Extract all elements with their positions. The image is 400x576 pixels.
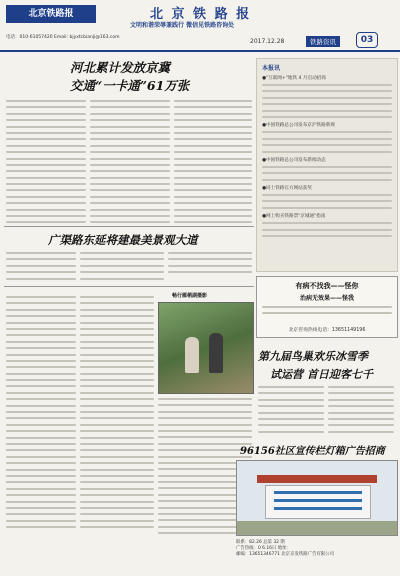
- news-sidebar: [256, 58, 398, 272]
- sidebar-item: ●中国铁路总公司发布京沪铁路新规: [262, 123, 335, 129]
- sidebar-item: ●同上铁路官方网站获奖: [262, 186, 312, 192]
- article3-column-1: [6, 296, 76, 532]
- photo-caption: 畅行雁栖湖摄影: [172, 293, 208, 299]
- article2-column-2: [80, 252, 164, 284]
- issue-date: 2017.12.28: [250, 38, 285, 45]
- billboard-roof: [257, 475, 377, 483]
- section-tag: 铁路资讯: [306, 36, 340, 47]
- billboard-photo: [236, 460, 398, 536]
- article2-column-1: [6, 252, 76, 284]
- divider: [4, 226, 254, 227]
- footer-line: 广告热线：0 6.16日 地址：: [236, 546, 291, 551]
- right-headline-line1: 第九届鸟巢欢乐冰雪季: [258, 350, 368, 363]
- paper-name: 北 京 铁 路 报: [150, 7, 252, 22]
- sidebar-item: ●中国铁路总公司发布新闻动态: [262, 157, 326, 163]
- footer-line: 联系：82.26 总第 32 期: [236, 540, 285, 545]
- ad-subtitle: 治病无效果——怪我: [299, 295, 354, 302]
- newspaper-logo: 北京铁路报: [6, 5, 96, 23]
- sidebar-title: 本报讯: [262, 65, 281, 72]
- ad-headline: 96156社区宣传栏灯箱广告招商: [240, 446, 385, 457]
- article2-column-3: [168, 252, 252, 278]
- person-figure: [185, 337, 199, 373]
- main-headline-line2: 交通“一卡通”61万张: [70, 78, 190, 93]
- page-number: 03: [356, 32, 378, 48]
- slogan: 文明和谐荣辱兼践行 微信见铁路咨询处: [130, 22, 235, 29]
- main-headline-line1: 河北累计发放京冀: [70, 60, 171, 75]
- article-column-3: [174, 100, 252, 228]
- right-headline-line2: 试运营 首日迎客七千: [270, 368, 373, 381]
- contact-info: 电话：010-61057420 Email: bjyxtcbianji@163.com: [6, 35, 120, 40]
- advertisement-box: [256, 276, 398, 338]
- divider: [4, 286, 254, 287]
- sidebar-item: ●"互联网+"地铁 4 月启动招商: [262, 76, 326, 81]
- billboard-panel: [265, 485, 371, 519]
- sidebar-item: ●网上购买铁路票"京城通"指南: [262, 214, 326, 220]
- ad-title: 有病不找我——怪你: [295, 281, 359, 290]
- ad-phone: 北京咨询热线电话：13651149196: [288, 328, 366, 333]
- right-article-column-2: [328, 386, 394, 437]
- footer-line: 邮编：13651346771 北京京发铁路广告有限公司: [236, 552, 334, 557]
- masthead: [0, 0, 400, 52]
- second-headline: 广渠路东延将建最美景观大道: [48, 233, 198, 247]
- article-column-1: [6, 100, 86, 228]
- footer-info: [236, 540, 396, 558]
- ground: [237, 521, 397, 535]
- right-article-column-1: [258, 386, 324, 437]
- article-column-2: [90, 100, 170, 228]
- person-figure: [209, 333, 223, 373]
- article-photo: [158, 302, 254, 394]
- article3-column-2: [80, 296, 154, 532]
